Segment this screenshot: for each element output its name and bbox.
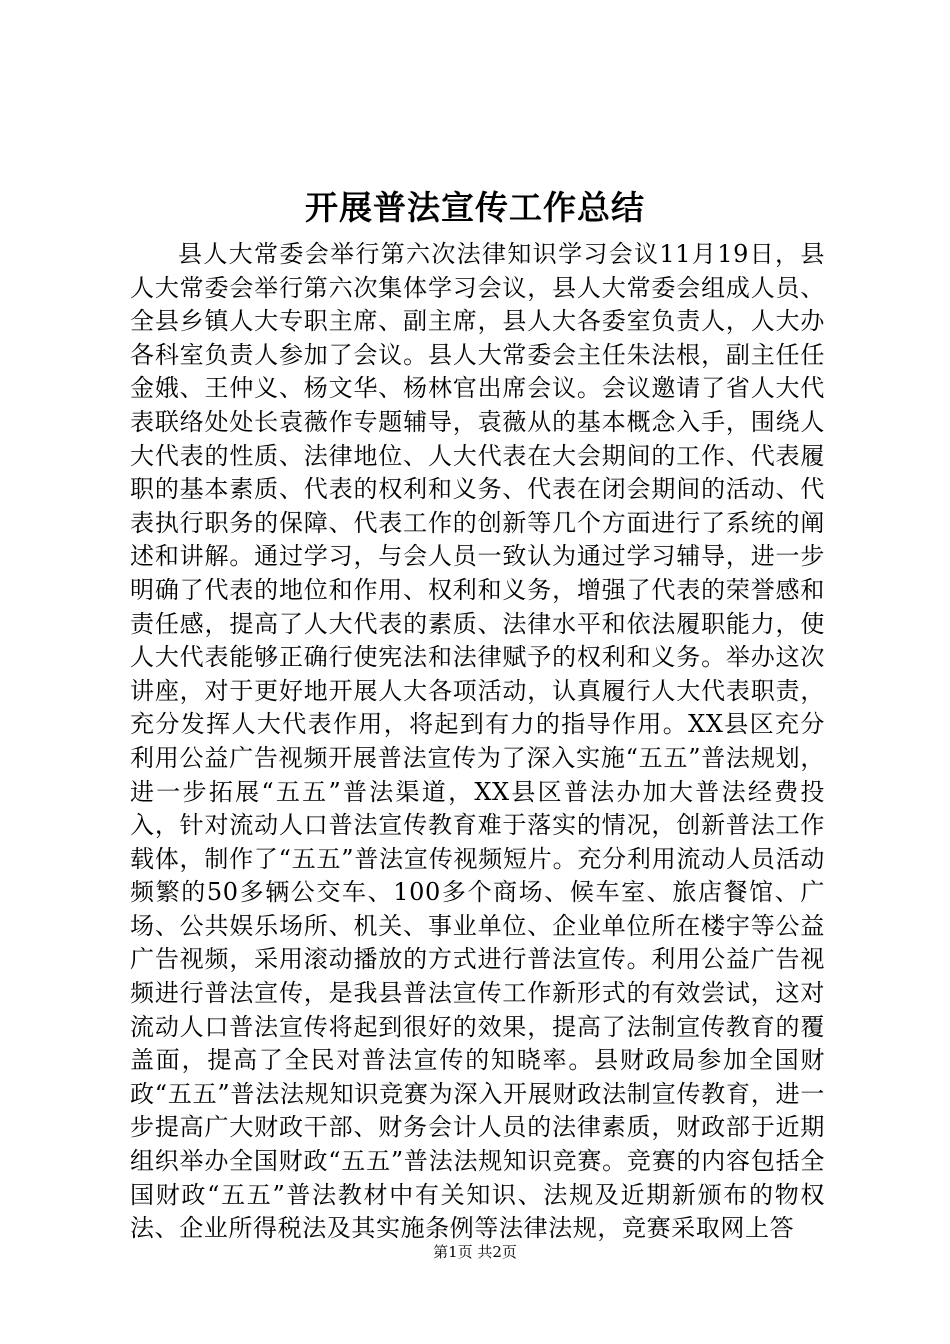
document-title: 开展普法宣传工作总结 <box>305 188 645 227</box>
body-paragraph: 县人大常委会举行第六次法律知识学习会议11月19日，县人大常委会举行第六次集体学习会议，县人大常委会组成人员、全县乡镇人大专职主席、副主席，县人大各委室负责人，人大办各科室负责人参加了会议。县人大常委会主任朱法根，副主任任金娥、王仲义、杨文华、杨林官出席会议。会议邀请了省人大代表联络处处长袁薇作专题辅导，袁薇从的基本概念入手，围绕人大代表的性质、法律地位、人大代表在大会期间的工作、代表履职的基本素质、代表的权利和义务、代表在闭会期间的活动、代表执行职务的保障、代表工作的创新等几个方面进行了系统的阐述和讲解。通过学习，与会人员一致认为通过学习辅导，进一步明确了代表的地位和作用、权利和义务，增强了代表的荣誉感和责任感，提高了人大代表的素质、法律水平和依法履职能力，使人大代表能够正确行使宪法和法律赋予的权利和义务。举办这次讲座，对于更好地开展人大各项活动，认真履行人大代表职责，充分发挥人大代表作用，将起到有力的指导作用。XX县区充分利用公益广告视频开展普法宣传为了深入实施“五五”普法规划，进一步拓展“五五”普法渠道，XX县区普法办加大普法经费投入，针对流动人口普法宣传教育难于落实的情况，创新普法工作载体，制作了“五五”普法宣传视频短片。充分利用流动人员活动频繁的50多辆公交车、100多个商场、候车室、旅店餐馆、广场、公共娱乐场所、机关、事业单位、企业单位所在楼宇等公益广告视频，采用滚动播放的方式进行普法宣传。利用公益广告视频进行普法宣传，是我县普法宣传工作新形式的有效尝试，这对流动人口普法宣传将起到很好的效果，提高了法制宣传教育的覆盖面，提高了全民对普法宣传的知晓率。县财政局参加全国财政“五五”普法法规知识竞赛为深入开展财政法制宣传教育，进一步提高广大财政干部、财务会计人员的法律素质，财政部于近期组织举办全国财政“五五”普法法规知识竞赛。竞赛的内容包括全国财政“五五”普法教材中有关知识、法规及近期新颁布的物权法、企业所得税法及其实施条例等法律法规，竞赛采取网上答 <box>130 240 825 1243</box>
page-number: 第1页 共2页 <box>433 1243 517 1261</box>
